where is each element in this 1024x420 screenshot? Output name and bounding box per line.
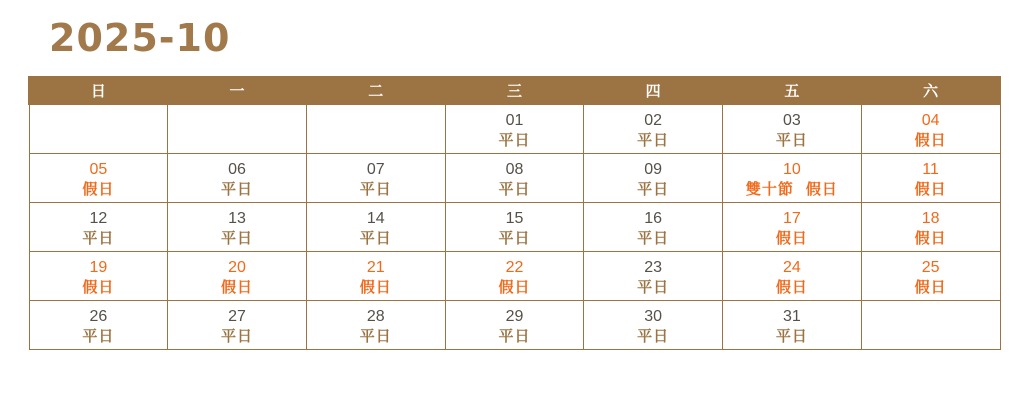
- day-label: 假日: [805, 179, 838, 198]
- day-labels: [723, 229, 861, 248]
- day-label: 平日: [498, 130, 531, 149]
- calendar-day-cell: [168, 203, 307, 252]
- day-labels: [446, 327, 584, 346]
- calendar-day-cell: [584, 154, 723, 203]
- day-labels: [446, 229, 584, 248]
- day-number: 04: [921, 111, 940, 129]
- day-labels: [307, 229, 445, 248]
- day-header-6: 六: [861, 77, 1000, 104]
- calendar-day-cell: [306, 154, 445, 203]
- day-labels: [446, 131, 584, 150]
- calendar-day-cell: [861, 154, 1000, 203]
- calendar-day-cell: [29, 203, 168, 252]
- day-number: 03: [782, 111, 801, 129]
- day-number: 11: [922, 160, 939, 178]
- calendar-day-cell: [861, 104, 1000, 154]
- day-number: 05: [89, 160, 108, 178]
- day-number: 12: [89, 209, 108, 227]
- day-number: 09: [644, 160, 663, 178]
- day-number: 27: [228, 307, 246, 325]
- calendar-day-cell: [29, 301, 168, 350]
- calendar-day-cell: [168, 154, 307, 203]
- day-number: 24: [782, 258, 801, 276]
- day-number: 30: [644, 307, 663, 325]
- calendar-day-cell: [445, 301, 584, 350]
- day-header-3: 三: [445, 77, 584, 104]
- empty-cell: [306, 104, 445, 154]
- day-label: 平日: [637, 277, 670, 296]
- day-label: 假日: [498, 277, 531, 296]
- day-label: 平日: [82, 228, 115, 247]
- day-label: 平日: [359, 326, 392, 345]
- calendar-day-cell: [29, 154, 168, 203]
- day-labels: [30, 229, 168, 248]
- calendar-day-cell: [168, 252, 307, 301]
- day-number: 22: [505, 258, 524, 276]
- day-labels: [862, 278, 1000, 297]
- day-label: 假日: [775, 277, 808, 296]
- day-label: 平日: [498, 326, 531, 345]
- calendar-day-cell: [168, 301, 307, 350]
- day-label: 平日: [637, 130, 670, 149]
- calendar-day-cell: [723, 301, 862, 350]
- day-label: 平日: [82, 326, 115, 345]
- day-number: 01: [505, 111, 524, 129]
- calendar-day-cell: [306, 252, 445, 301]
- day-number: 25: [921, 258, 940, 276]
- day-labels: [862, 131, 1000, 150]
- day-labels: [168, 278, 306, 297]
- calendar-day-cell: [584, 203, 723, 252]
- calendar-day-cell: [584, 104, 723, 154]
- calendar-day-cell: [584, 252, 723, 301]
- day-number: 21: [366, 258, 385, 276]
- day-labels: [723, 180, 861, 199]
- week-row: [29, 252, 1000, 301]
- day-label: 平日: [498, 179, 531, 198]
- day-labels: [168, 327, 306, 346]
- day-label: 假日: [914, 130, 947, 149]
- day-header-row: [29, 77, 1000, 104]
- day-labels: [584, 327, 722, 346]
- day-label: 假日: [914, 179, 947, 198]
- calendar-table: [28, 76, 1001, 350]
- day-label: 平日: [221, 228, 254, 247]
- day-label: 平日: [498, 228, 531, 247]
- empty-cell: [168, 104, 307, 154]
- day-number: 06: [228, 160, 246, 178]
- empty-cell: [861, 301, 1000, 350]
- page-title: 2025-10: [49, 16, 231, 60]
- day-label: 假日: [82, 179, 115, 198]
- calendar-day-cell: [445, 154, 584, 203]
- day-label: 平日: [637, 326, 670, 345]
- day-number: 18: [921, 209, 940, 227]
- day-labels: [723, 327, 861, 346]
- day-labels: [168, 180, 306, 199]
- day-label: 平日: [359, 228, 392, 247]
- day-labels: [862, 229, 1000, 248]
- day-header-0: 日: [29, 77, 168, 104]
- day-labels: [307, 278, 445, 297]
- calendar-day-cell: [306, 203, 445, 252]
- day-header-5: 五: [723, 77, 862, 104]
- day-number: 15: [505, 209, 524, 227]
- day-number: 23: [644, 258, 663, 276]
- week-row: [29, 301, 1000, 350]
- day-label: 假日: [221, 277, 254, 296]
- day-label: 平日: [221, 326, 254, 345]
- day-number: 07: [366, 160, 385, 178]
- day-labels: [30, 278, 168, 297]
- calendar-day-cell: [29, 252, 168, 301]
- day-number: 20: [228, 258, 246, 276]
- day-header-4: 四: [584, 77, 723, 104]
- day-number: 29: [505, 307, 524, 325]
- day-labels: [446, 180, 584, 199]
- day-label: 假日: [775, 228, 808, 247]
- day-number: 02: [644, 111, 663, 129]
- day-labels: [723, 278, 861, 297]
- calendar-day-cell: [723, 104, 862, 154]
- day-label: 假日: [914, 228, 947, 247]
- day-header-1: 一: [168, 77, 307, 104]
- calendar-day-cell: [445, 252, 584, 301]
- day-label: 平日: [637, 228, 670, 247]
- calendar-day-cell: [584, 301, 723, 350]
- day-label: 平日: [775, 326, 808, 345]
- calendar-day-cell: [723, 252, 862, 301]
- day-number: 10: [782, 160, 801, 178]
- calendar-day-cell: [445, 203, 584, 252]
- calendar-day-cell: [723, 154, 862, 203]
- day-labels: [584, 229, 722, 248]
- day-labels: [168, 229, 306, 248]
- calendar-day-cell: [861, 203, 1000, 252]
- day-labels: [584, 180, 722, 199]
- day-labels: [307, 180, 445, 199]
- day-label: 假日: [82, 277, 115, 296]
- day-labels: [30, 327, 168, 346]
- week-row: [29, 104, 1000, 154]
- day-labels: [446, 278, 584, 297]
- empty-cell: [29, 104, 168, 154]
- day-label: 雙十節: [745, 179, 794, 198]
- day-number: 28: [366, 307, 385, 325]
- day-number: 14: [366, 209, 385, 227]
- day-number: 08: [505, 160, 524, 178]
- day-labels: [30, 180, 168, 199]
- day-number: 13: [228, 209, 246, 227]
- calendar-body: [29, 104, 1000, 350]
- day-labels: [307, 327, 445, 346]
- day-labels: [584, 131, 722, 150]
- day-number: 31: [782, 307, 801, 325]
- day-number: 16: [644, 209, 663, 227]
- day-label: 假日: [359, 277, 392, 296]
- day-labels: [862, 180, 1000, 199]
- day-labels: [723, 131, 861, 150]
- calendar-day-cell: [445, 104, 584, 154]
- week-row: [29, 203, 1000, 252]
- day-number: 17: [782, 209, 801, 227]
- day-labels: [584, 278, 722, 297]
- day-label: 平日: [775, 130, 808, 149]
- day-header-2: 二: [306, 77, 445, 104]
- calendar-day-cell: [306, 301, 445, 350]
- calendar-day-cell: [861, 252, 1000, 301]
- calendar-day-cell: [723, 203, 862, 252]
- day-label: 平日: [221, 179, 254, 198]
- day-number: 19: [89, 258, 108, 276]
- day-number: 26: [89, 307, 108, 325]
- week-row: [29, 154, 1000, 203]
- day-label: 平日: [637, 179, 670, 198]
- day-label: 平日: [359, 179, 392, 198]
- day-label: 假日: [914, 277, 947, 296]
